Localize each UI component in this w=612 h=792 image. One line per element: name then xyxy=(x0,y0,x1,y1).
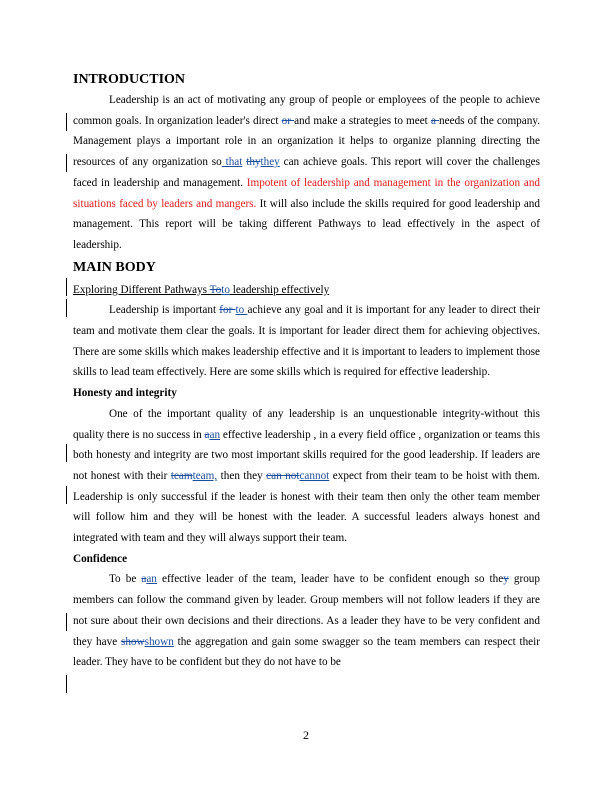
section-subheading: Exploring Different Pathways Toto leadership effectively xyxy=(73,283,330,296)
change-bar xyxy=(66,299,67,317)
change-bar xyxy=(66,613,67,631)
introduction-heading: INTRODUCTION xyxy=(73,72,186,87)
change-bar xyxy=(66,278,67,296)
page-number: 2 xyxy=(303,728,309,742)
main-body-heading: MAIN BODY xyxy=(73,259,156,275)
honesty-heading: Honesty and integrity xyxy=(73,387,177,400)
leadership-paragraph: Leadership is important for to achieve any goal and it is important for any leader to direct their team and motivate them clear the goals. It is important for leader direct them for achieving objectives. There are some skills which makes leadership effective and it is important to leaders to implement those skills to lead team effectively. Here are some skills which is required for effective leadership. xyxy=(73,304,540,379)
honesty-paragraph: One of the important quality of any leadership is an unquestionable integrity-without this quality there is no success in aan effective leadership , in a every field office , organization or teams this both honesty and integrity are two most important skills required for the good leadership. If leaders are not honest with their teamteam, then they can notcannot expect from their team to be hoist with them. Leadership is only successful if the leader is honest with their team then only the other team member will follow him and they will be honest with the leader. A successful leaders always honest and integrated with team and they will always support their team. xyxy=(73,407,540,545)
confidence-heading: Confidence xyxy=(73,552,128,565)
change-bar xyxy=(66,113,67,131)
change-bar xyxy=(66,486,67,504)
change-bar xyxy=(66,675,67,693)
change-bar xyxy=(66,444,67,462)
document-body xyxy=(73,70,540,673)
change-bar xyxy=(66,154,67,172)
confidence-paragraph: To be aan effective leader of the team, leader have to be confident enough so they group members can follow the command given by leader. Group members will not follow leaders if they are not sure about their own decisions and their directions. As a leader they have to be very confident and they have showshown the aggregation and gain some swagger so the team members can respect their leader. They have to be confident but they do not have to be xyxy=(73,573,540,669)
introduction-paragraph: Leadership is an act of motivating any group of people or employees of the people to achieve common goals. In organization leader's direct or and make a strategies to meet a needs of the company. Management plays a important role in an organization it helps to organize planning directing the resources of any organization so that thythey can achieve goals. This report will cover the challenges faced in leadership and management. Impotent of leadership and management in the organization and situations faced by leaders and mangers. It will also include the skills required for good leadership and management. This report will be taking different Pathways to lead effectively in the aspect of leadership. xyxy=(73,94,541,251)
